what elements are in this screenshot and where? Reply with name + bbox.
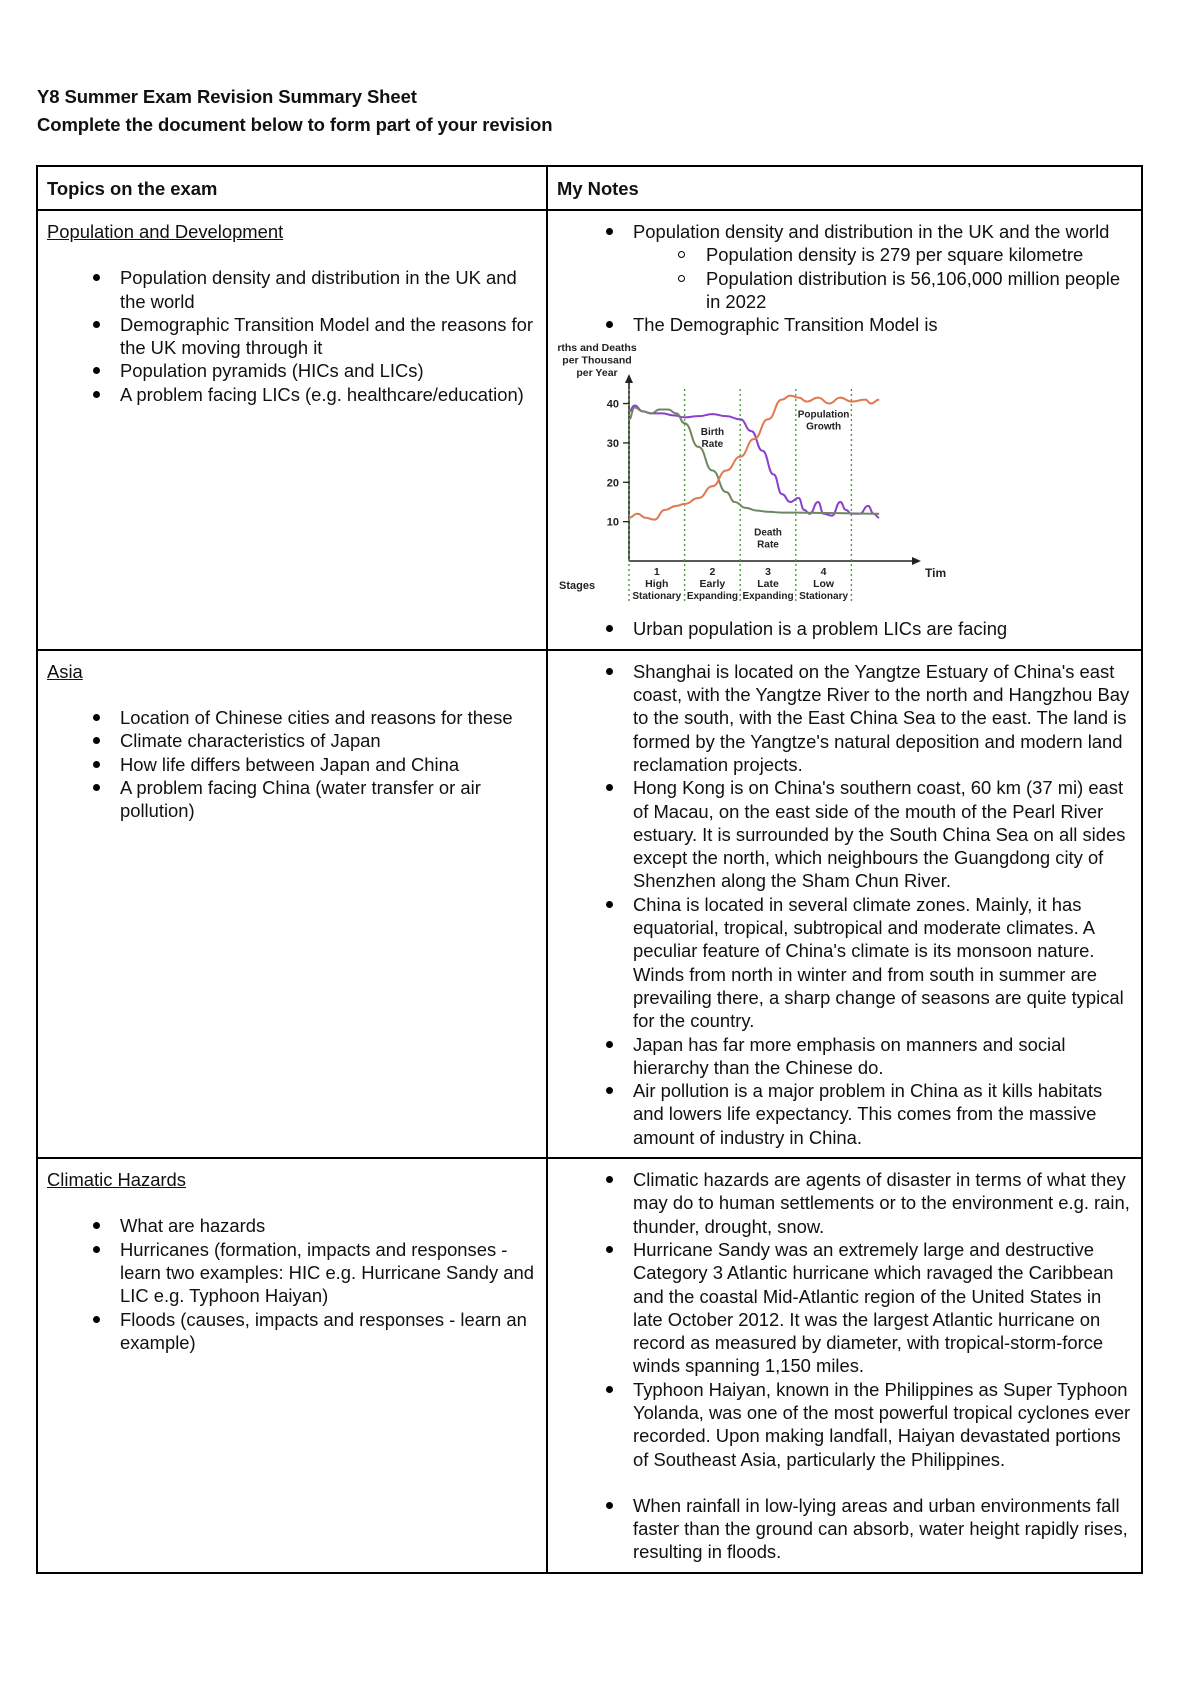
list-item: Air pollution is a major problem in China as it kills habitats and lowers life expectancy. This comes from the massive amount of industry in China.	[633, 1079, 1131, 1149]
list-item: How life differs between Japan and China	[120, 753, 536, 776]
list-item: Shanghai is located on the Yangtze Estuary of China's east coast, with the Yangtze River to the north and Hangzhou Bay to the south, with the East China Sea to the east. The land is formed by the Yangtze's natural deposition and modern land reclamation projects.	[633, 660, 1130, 775]
list-item	[557, 313, 1131, 611]
list-item: Japan has far more emphasis on manners and social hierarchy than the Chinese do.	[633, 1033, 1131, 1080]
notes-cell-asia	[547, 650, 1142, 1158]
topic-cell-population	[37, 210, 547, 650]
dtm-chart-svg	[557, 341, 952, 611]
topic-title-population: Population and Development	[47, 221, 284, 242]
topic-list-hazards	[47, 1214, 536, 1354]
list-item: China is located in several climate zones. Mainly, it has equatorial, tropical, subtropical and moderate climates. A peculiar feature of China's climate is its monsoon nature. Winds from north in winter and from south in summer are prevailing there, a sharp change of seasons are quite typical for the country.	[633, 893, 1131, 1033]
stage-name: Late	[757, 578, 779, 591]
list-item: Demographic Transition Model and the reasons for the UK moving through it	[120, 313, 536, 360]
stage-name: Stationary	[632, 591, 682, 603]
list-item: When rainfall in low-lying areas and urban environments fall faster than the ground can absorb, water height rapidly rises, resulting in floods.	[633, 1494, 1131, 1564]
list-item: Hurricane Sandy was an extremely large and destructive Category 3 Atlantic hurricane which ravaged the Caribbean and the coastal Mid-Atlantic region of the United States in late October 2012. It was the largest Atlantic hurricane on record as measured by diameter, with tropical-storm-force winds spanning 1,150 miles.	[633, 1238, 1131, 1378]
topic-list-population	[47, 266, 536, 406]
list-item: Typhoon Haiyan, known in the Philippines as Super Typhoon Yolanda, was one of the most powerful tropical cyclones ever recorded. Upon making landfall, Haiyan devastated portions of Southeast Asia, particularly the Philippines.	[633, 1378, 1131, 1470]
list-item: A problem facing LICs (e.g. healthcare/education)	[120, 383, 536, 406]
series-label: Death	[754, 527, 782, 539]
topic-title-asia: Asia	[47, 660, 83, 682]
table-row-population	[37, 210, 1142, 650]
notes-list-hazards	[557, 1168, 1131, 1564]
topic-cell-hazards	[37, 1158, 547, 1573]
notes-cell-hazards	[547, 1158, 1142, 1573]
table-row-hazards	[37, 1158, 1142, 1573]
notes-list-asia	[557, 660, 1131, 1149]
topic-list-asia	[47, 706, 536, 822]
revision-table	[36, 165, 1143, 1574]
stage-name: Expanding	[742, 591, 794, 603]
col-topics-header: Topics on the exam	[37, 166, 547, 210]
list-item	[633, 220, 1131, 313]
document-subtitle: Complete the document below to form part of your revision	[37, 114, 553, 135]
notes-cell-population	[547, 210, 1142, 650]
stage-number: 1	[653, 566, 660, 579]
x-axis-arrow	[912, 557, 921, 565]
note-text: Population density and distribution in the UK and the world	[633, 221, 1110, 242]
stage-number: 3	[765, 566, 771, 579]
page-title	[37, 83, 552, 139]
y-tick-label: 10	[606, 517, 619, 530]
list-item: Climate characteristics of Japan	[120, 729, 536, 752]
y-axis-label: per Year	[576, 367, 618, 380]
sub-list-item: Population distribution is 56,106,000 million people in 2022	[706, 267, 1131, 314]
stage-name: Expanding	[686, 591, 738, 603]
stage-name: Low	[813, 578, 835, 591]
y-tick-label: 20	[606, 477, 619, 490]
note-text: The Demographic Transition Model is	[633, 314, 938, 336]
list-item: Population density and distribution in the UK and the world	[120, 266, 536, 313]
list-item: Climatic hazards are agents of disaster in terms of what they may do to human settlements or to the environment e.g. rain, thunder, drought, snow.	[633, 1169, 1130, 1237]
table-row-asia	[37, 650, 1142, 1158]
stage-name: High	[645, 578, 669, 591]
col-notes-header: My Notes	[547, 166, 1142, 210]
series-label: Population	[797, 409, 850, 421]
y-axis-label: rths and Deaths	[557, 342, 637, 355]
series-label: Birth	[700, 427, 725, 439]
sub-list	[633, 243, 1131, 313]
topic-cell-asia	[37, 650, 547, 1158]
list-item: Floods (causes, impacts and responses - learn an example)	[120, 1308, 536, 1355]
demographic-transition-chart	[557, 341, 952, 611]
stage-number: 2	[709, 566, 716, 579]
y-axis-arrow	[625, 374, 633, 383]
list-item: Urban population is a problem LICs are facing	[633, 617, 1131, 640]
birth-rate-line	[629, 406, 879, 518]
list-item: Population pyramids (HICs and LICs)	[120, 359, 536, 382]
y-tick-label: 40	[606, 399, 619, 412]
stage-name: Early	[699, 578, 726, 591]
notes-list-population	[557, 220, 1131, 641]
list-item: What are hazards	[120, 1214, 536, 1237]
sub-list-item: Population density is 279 per square kilometre	[706, 243, 1131, 266]
list-item: A problem facing China (water transfer or air pollution)	[120, 776, 536, 823]
y-axis-label: per Thousand	[562, 354, 632, 367]
stage-name: Stationary	[799, 591, 849, 603]
series-label: Growth	[806, 421, 842, 433]
list-item: Hurricanes (formation, impacts and responses - learn two examples: HIC e.g. Hurricane Sandy and LIC e.g. Typhoon Haiyan)	[120, 1238, 534, 1307]
x-axis-label: Tim	[925, 566, 947, 581]
series-label: Rate	[757, 539, 779, 551]
list-item: Location of Chinese cities and reasons for these	[120, 706, 536, 729]
series-label: Rate	[701, 439, 724, 451]
stages-label: Stages	[559, 580, 596, 593]
death-rate-line	[629, 408, 879, 514]
table-header-row	[37, 166, 1142, 210]
list-item: Hong Kong is on China's southern coast, 60 km (37 mi) east of Macau, on the east side of the mouth of the Pearl River estuary. It is surrounded by the South China Sea on all sides except the north, which neighbours the Guangdong city of Shenzhen along the Sham Chun River.	[633, 776, 1131, 892]
document-title: Y8 Summer Exam Revision Summary Sheet	[37, 86, 417, 107]
stage-number: 4	[820, 566, 827, 579]
topic-title-hazards: Climatic Hazards	[47, 1169, 186, 1191]
y-tick-label: 30	[606, 438, 619, 451]
